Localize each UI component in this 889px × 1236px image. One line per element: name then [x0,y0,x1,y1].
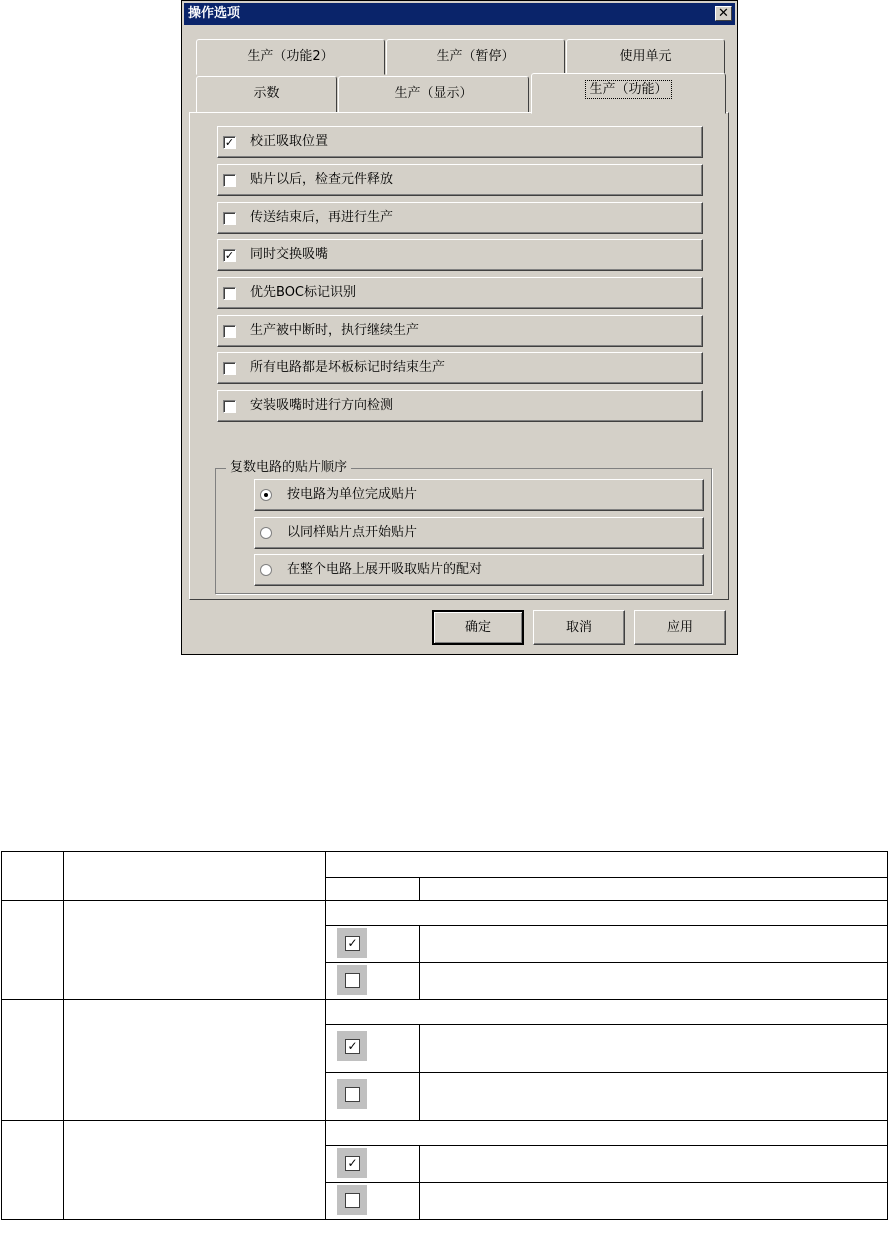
radio-row[interactable] [254,554,704,586]
option-row[interactable] [217,315,703,347]
state-desc-cell [420,1183,888,1220]
section-title-cell [326,1000,888,1025]
checkbox-box [345,1087,360,1102]
header-cell-no [2,852,64,901]
settings-table [1,851,888,1220]
checkbox-checked-icon [337,928,367,958]
checkbox-unchecked[interactable] [223,400,236,413]
checkbox-box: ✓ [345,936,360,951]
option-label: 传送结束后，再进行生产 [250,210,394,225]
radio-selected[interactable] [260,489,272,501]
checkbox-checked-icon [337,1148,367,1178]
option-label: 同时交换吸嘴 [250,247,329,262]
state-cell [326,963,420,1000]
option-row[interactable] [217,202,703,234]
cancel-button[interactable]: 取消 [533,610,625,645]
section-no-cell [2,1000,64,1121]
mounting-order-group-title: 复数电路的贴片顺序 [226,460,351,476]
ok-button[interactable]: 确定 [432,610,524,645]
state-cell [326,1183,420,1220]
state-desc-cell [420,926,888,963]
header-cell-item [64,852,326,901]
tab-use-unit[interactable]: 使用单元 [566,39,725,75]
state-desc-cell [420,1146,888,1183]
checkbox-unchecked[interactable] [223,212,236,225]
section-title-cell [326,901,888,926]
checkbox-unchecked-icon [337,1079,367,1109]
section-title-cell [326,1121,888,1146]
checkbox-unchecked[interactable] [223,174,236,187]
header-cell-desc [420,878,888,901]
option-label: 生产被中断时，执行继续生产 [250,323,420,338]
tab-display-count[interactable]: 示数 [196,76,337,114]
radio-unselected[interactable] [260,564,272,576]
state-desc-cell [420,1025,888,1073]
radio-row[interactable] [254,479,704,511]
state-cell [326,926,420,963]
checkbox-unchecked[interactable] [223,325,236,338]
option-label: 优先BOC标记识别 [250,285,356,300]
option-row[interactable] [217,390,703,422]
checkbox-box [345,1193,360,1208]
option-row[interactable] [217,164,703,196]
checkbox-box [345,973,360,988]
radio-label: 在整个电路上展开吸取贴片的配对 [287,562,483,577]
header-cell-state [326,878,420,901]
checkbox-unchecked[interactable] [223,362,236,375]
option-label: 贴片以后，检查元件释放 [250,172,394,187]
apply-button[interactable]: 应用 [634,610,726,645]
state-desc-cell [420,963,888,1000]
checkbox-box: ✓ [345,1039,360,1054]
state-cell [326,1025,420,1073]
checkbox-unchecked-icon [337,1185,367,1215]
radio-row[interactable] [254,517,704,549]
radio-unselected[interactable] [260,527,272,539]
option-row[interactable] [217,239,703,271]
tab-production-pause[interactable]: 生产（暂停） [386,39,565,75]
option-label: 所有电路都是坏板标记时结束生产 [250,360,446,375]
checkbox-checked[interactable]: ✓ [224,249,235,262]
section-item-cell [64,901,326,1000]
state-cell [326,1146,420,1183]
close-icon[interactable]: ✕ [715,6,732,21]
checkbox-box: ✓ [345,1156,360,1171]
tab-production-function2[interactable]: 生产（功能2） [196,39,385,75]
title-bar [184,3,735,25]
tab-production-function[interactable]: 生产（功能） [531,73,726,114]
section-no-cell [2,901,64,1000]
checkbox-unchecked-icon [337,965,367,995]
checkbox-checked[interactable]: ✓ [224,136,235,149]
radio-label: 按电路为单位完成贴片 [287,487,418,502]
section-no-cell [2,1121,64,1220]
option-label: 校正吸取位置 [250,134,329,149]
state-cell [326,1073,420,1121]
option-row[interactable] [217,352,703,384]
option-label: 安装吸嘴时进行方向检测 [250,398,394,413]
section-item-cell [64,1121,326,1220]
checkbox-checked-icon [337,1031,367,1061]
section-item-cell [64,1000,326,1121]
state-desc-cell [420,1073,888,1121]
radio-label: 以同样贴片点开始贴片 [287,525,418,540]
option-row[interactable] [217,277,703,309]
window-title: 操作选项 [188,6,241,21]
header-cell-setting [326,852,888,878]
option-row[interactable] [217,126,703,158]
tab-production-display[interactable]: 生产（显示） [338,76,529,114]
checkbox-unchecked[interactable] [223,287,236,300]
